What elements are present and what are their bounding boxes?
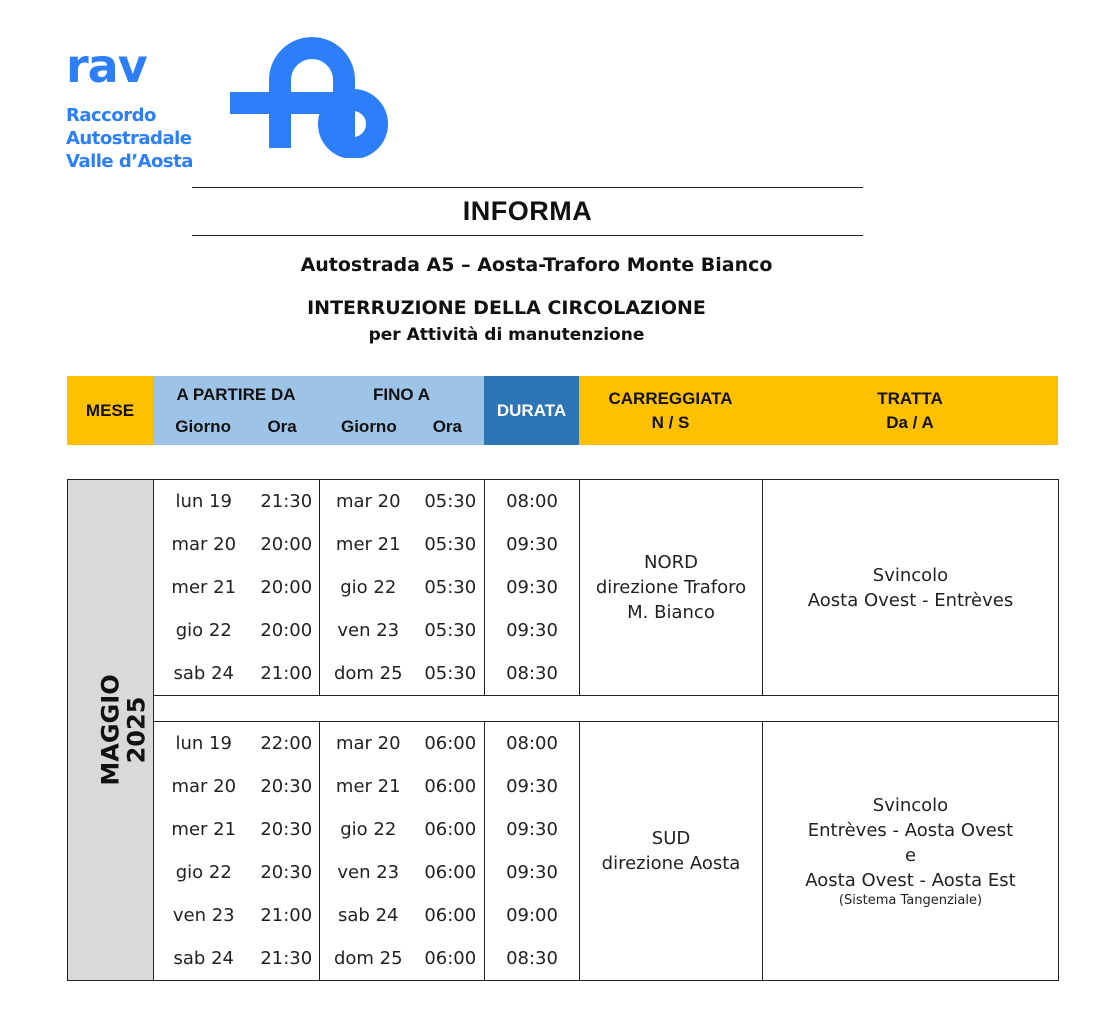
table-cell: 08:30	[506, 663, 558, 684]
month-cell	[68, 480, 154, 981]
logo-line-1: Raccordo	[66, 105, 156, 126]
col-header-from-giorno: Giorno	[175, 416, 231, 436]
table-cell: 06:00	[424, 948, 477, 969]
table-cell: 06:00	[424, 819, 477, 840]
nord-direction-line: direzione Traforo	[595, 577, 747, 598]
logo-rav-text: rav	[66, 39, 147, 93]
table-cell: 20:00	[260, 620, 313, 641]
table-cell: sab 24	[173, 663, 234, 684]
col-header-from-ora: Ora	[267, 416, 297, 436]
header-top-rule	[192, 187, 863, 188]
table-cell: dom 25	[333, 948, 403, 969]
nord-to-day-col	[320, 480, 417, 696]
col-header-da-a: Da / A	[886, 412, 934, 432]
logo-line-3: Valle d’Aosta	[66, 151, 193, 172]
interruption-reason: per Attività di manutenzione	[368, 325, 645, 345]
sud-direction-line: direzione Aosta	[601, 853, 741, 874]
sud-tratta-line: Aosta Ovest - Aosta Est	[805, 870, 1016, 891]
nord-direction-line: NORD	[644, 552, 698, 573]
table-cell: ven 23	[172, 905, 235, 926]
table-cell: gio 22	[175, 620, 232, 641]
table-cell: mar 20	[335, 733, 401, 754]
table-cell: 09:30	[506, 862, 558, 883]
table-cell: mar 20	[171, 776, 237, 797]
header-bottom-rule	[192, 235, 863, 236]
table-cell: mar 20	[335, 491, 401, 512]
table-cell: 20:30	[260, 819, 313, 840]
sud-tratta-note: (Sistema Tangenziale)	[838, 893, 983, 908]
table-cell: 08:00	[506, 491, 558, 512]
col-header-ns: N / S	[651, 412, 690, 432]
col-header-carreggiata	[579, 376, 762, 445]
sud-from-day-col	[154, 722, 254, 981]
col-header-to-label: FINO A	[373, 384, 430, 404]
table-cell: dom 25	[333, 663, 403, 684]
sud-from-time-col	[254, 722, 320, 981]
table-cell: 20:00	[260, 534, 313, 555]
table-cell: 09:30	[506, 577, 558, 598]
table-cell: 21:30	[260, 948, 313, 969]
col-header-to-ora: Ora	[432, 416, 462, 436]
table-cell: mer 21	[335, 776, 401, 797]
col-header-durata	[484, 376, 579, 445]
sud-direction-line: SUD	[651, 828, 691, 849]
table-cell: gio 22	[175, 862, 232, 883]
table-cell: ven 23	[337, 620, 400, 641]
table-cell: 21:00	[260, 905, 313, 926]
table-cell: 22:00	[260, 733, 313, 754]
table-cell: 05:30	[424, 663, 477, 684]
month-year: 2025	[122, 696, 151, 764]
sud-durata-col	[485, 722, 580, 981]
nord-tratta-line: Aosta Ovest - Entrèves	[807, 589, 1014, 611]
table-cell: 05:30	[424, 491, 477, 512]
table-cell: 21:30	[260, 491, 313, 512]
sud-to-day-col	[320, 722, 417, 981]
table-cell: mer 21	[335, 534, 401, 555]
table-cell: 09:30	[506, 534, 558, 555]
col-header-carreggiata-label: CARREGGIATA	[608, 388, 733, 408]
nord-from-day-col	[154, 480, 254, 696]
table-cell: 08:00	[506, 733, 558, 754]
table-cell: 21:00	[260, 663, 313, 684]
col-header-tratta-label: TRATTA	[877, 388, 943, 408]
nord-from-time-col	[254, 480, 320, 696]
table-cell: 05:30	[424, 577, 477, 598]
rav-logo	[66, 40, 193, 173]
col-header-tratta	[762, 376, 1058, 445]
table-cell: 06:00	[424, 862, 477, 883]
table-cell: gio 22	[340, 577, 397, 598]
nord-tratta-cell	[763, 480, 1059, 696]
nord-to-time-col	[417, 480, 485, 696]
nord-direction-cell	[580, 480, 763, 696]
sud-tratta-line: Svincolo	[872, 795, 949, 816]
table-cell: mer 21	[171, 819, 237, 840]
col-header-to	[319, 376, 484, 445]
sud-to-time-col	[417, 722, 485, 981]
sud-direction-cell	[580, 722, 763, 981]
table-cell: ven 23	[337, 862, 400, 883]
col-header-from	[153, 376, 319, 445]
table-cell: 20:30	[260, 776, 313, 797]
table-cell: 08:30	[506, 948, 558, 969]
table-cell: 06:00	[424, 733, 477, 754]
table-cell: 09:30	[506, 819, 558, 840]
month-label	[98, 674, 150, 785]
table-cell: 06:00	[424, 905, 477, 926]
table-cell: lun 19	[175, 733, 232, 754]
table-cell: 20:00	[260, 577, 313, 598]
table-cell: 09:30	[506, 620, 558, 641]
table-cell: gio 22	[340, 819, 397, 840]
col-header-mese-label: MESE	[85, 400, 135, 420]
table-cell: 06:00	[424, 776, 477, 797]
col-header-to-giorno: Giorno	[340, 416, 397, 436]
col-header-from-label: A PARTIRE DA	[176, 384, 296, 404]
sud-tratta-cell	[763, 722, 1059, 981]
table-cell: sab 24	[338, 905, 399, 926]
month-name: MAGGIO	[96, 674, 125, 786]
page-title: INFORMA	[462, 196, 593, 226]
ab-monogram-logo	[228, 28, 398, 158]
interruption-title: INTERRUZIONE DELLA CIRCOLAZIONE	[307, 297, 706, 319]
table-cell: 20:30	[260, 862, 313, 883]
nord-durata-col	[485, 480, 580, 696]
section-spacer	[154, 696, 1059, 722]
col-header-mese	[67, 376, 153, 445]
table-cell: mer 21	[171, 577, 237, 598]
table-cell: sab 24	[173, 948, 234, 969]
sud-tratta-line: Entrèves - Aosta Ovest	[807, 820, 1014, 841]
table-cell: 05:30	[424, 534, 477, 555]
table-cell: 09:00	[506, 905, 558, 926]
table-cell: lun 19	[175, 491, 232, 512]
road-title: Autostrada A5 – Aosta-Traforo Monte Bianco	[300, 254, 773, 276]
nord-direction-line: M. Bianco	[627, 602, 715, 623]
table-cell: 05:30	[424, 620, 477, 641]
logo-line-2: Autostradale	[66, 128, 192, 149]
col-header-durata-label: DURATA	[496, 400, 567, 420]
table-cell: 09:30	[506, 776, 558, 797]
nord-tratta-line: Svincolo	[872, 564, 949, 586]
closure-schedule-table	[67, 479, 1059, 981]
sud-tratta-line: e	[904, 845, 917, 866]
table-cell: mar 20	[171, 534, 237, 555]
